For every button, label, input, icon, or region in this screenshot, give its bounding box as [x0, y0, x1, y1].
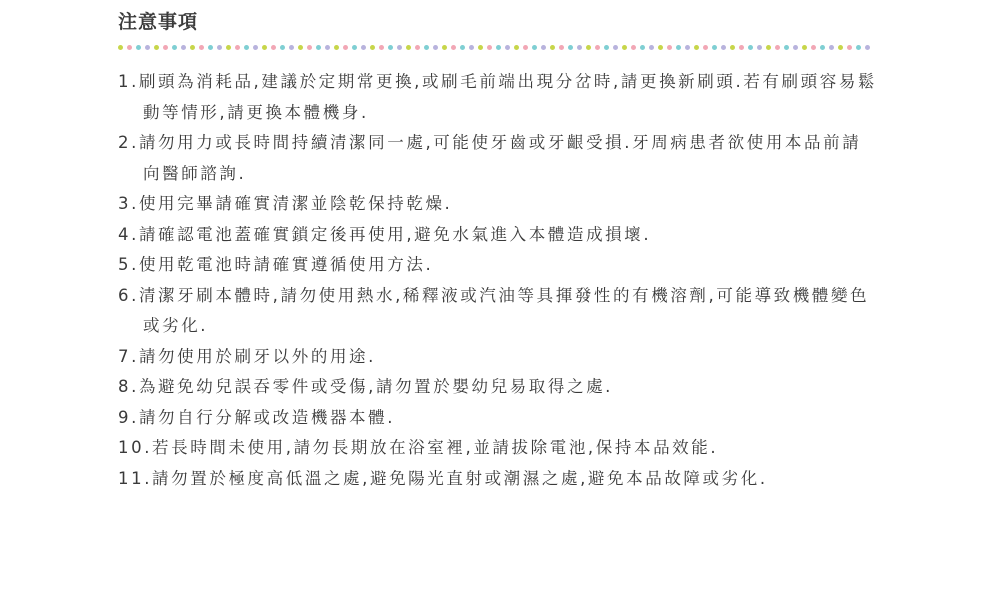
- divider-dot: [541, 45, 546, 50]
- divider-dot: [595, 45, 600, 50]
- divider-dot: [757, 45, 762, 50]
- divider-dot: [208, 45, 213, 50]
- divider-dot: [181, 45, 186, 50]
- divider-dot: [676, 45, 681, 50]
- divider-dot: [640, 45, 645, 50]
- divider-dot: [784, 45, 789, 50]
- divider-dot: [433, 45, 438, 50]
- divider-dot: [424, 45, 429, 50]
- divider-dot: [343, 45, 348, 50]
- divider-dot: [379, 45, 384, 50]
- divider-dot: [586, 45, 591, 50]
- divider-dot: [622, 45, 627, 50]
- divider-dot: [505, 45, 510, 50]
- divider-dot: [235, 45, 240, 50]
- divider-dot: [577, 45, 582, 50]
- dotted-divider: [118, 45, 874, 53]
- divider-dot: [388, 45, 393, 50]
- divider-dot: [298, 45, 303, 50]
- divider-dot: [685, 45, 690, 50]
- divider-dot: [748, 45, 753, 50]
- divider-dot: [172, 45, 177, 50]
- divider-dot: [568, 45, 573, 50]
- divider-dot: [514, 45, 519, 50]
- divider-dot: [253, 45, 258, 50]
- divider-dot: [802, 45, 807, 50]
- divider-dot: [820, 45, 825, 50]
- divider-dot: [649, 45, 654, 50]
- divider-dot: [532, 45, 537, 50]
- divider-dot: [325, 45, 330, 50]
- divider-dot: [451, 45, 456, 50]
- divider-dot: [604, 45, 609, 50]
- divider-dot: [631, 45, 636, 50]
- notice-list: [118, 67, 878, 494]
- divider-dot: [829, 45, 834, 50]
- divider-dot: [118, 45, 123, 50]
- divider-dot: [307, 45, 312, 50]
- divider-dot: [487, 45, 492, 50]
- divider-dot: [775, 45, 780, 50]
- divider-dot: [730, 45, 735, 50]
- divider-dot: [865, 45, 870, 50]
- notice-item-2: 2.請勿用力或長時間持續清潔同一處,可能使牙齒或牙齦受損.牙周病患者欲使用本品前請向醫師諮詢.: [118, 133, 862, 183]
- divider-dot: [847, 45, 852, 50]
- divider-dot: [694, 45, 699, 50]
- divider-dot: [334, 45, 339, 50]
- divider-dot: [370, 45, 375, 50]
- divider-dot: [793, 45, 798, 50]
- divider-dot: [280, 45, 285, 50]
- notice-item-10: 10.若長時間未使用,請勿長期放在浴室裡,並請拔除電池,保持本品效能.: [118, 438, 719, 457]
- divider-dot: [460, 45, 465, 50]
- divider-dot: [136, 45, 141, 50]
- divider-dot: [316, 45, 321, 50]
- divider-dot: [712, 45, 717, 50]
- divider-dot: [190, 45, 195, 50]
- notice-item-3: 3.使用完畢請確實清潔並陰乾保持乾燥.: [118, 194, 453, 213]
- divider-dot: [217, 45, 222, 50]
- divider-dot: [271, 45, 276, 50]
- divider-dot: [667, 45, 672, 50]
- divider-dot: [127, 45, 132, 50]
- notice-item-7: 7.請勿使用於刷牙以外的用途.: [118, 346, 376, 366]
- divider-dot: [154, 45, 159, 50]
- notice-item-9: 9.請勿自行分解或改造機器本體.: [118, 407, 396, 427]
- divider-dot: [415, 45, 420, 50]
- divider-dot: [199, 45, 204, 50]
- divider-dot: [361, 45, 366, 50]
- divider-dot: [838, 45, 843, 50]
- divider-dot: [811, 45, 816, 50]
- divider-dot: [658, 45, 663, 50]
- divider-dot: [739, 45, 744, 50]
- divider-dot: [289, 45, 294, 50]
- divider-dot: [352, 45, 357, 50]
- section-title: 注意事項: [118, 11, 199, 33]
- notice-item-11: 11.請勿置於極度高低溫之處,避免陽光直射或潮濕之處,避免本品故障或劣化.: [118, 468, 768, 488]
- divider-dot: [766, 45, 771, 50]
- divider-dot: [550, 45, 555, 50]
- notice-item-8: 8.為避免幼兒誤吞零件或受傷,請勿置於嬰幼兒易取得之處.: [118, 377, 614, 396]
- divider-dot: [406, 45, 411, 50]
- notice-item-4: 4.請確認電池蓋確實鎖定後再使用,避免水氣進入本體造成損壞.: [118, 224, 652, 244]
- divider-dot: [496, 45, 501, 50]
- divider-dot: [226, 45, 231, 50]
- divider-dot: [478, 45, 483, 50]
- divider-dot: [262, 45, 267, 50]
- divider-dot: [559, 45, 564, 50]
- divider-dot: [244, 45, 249, 50]
- notice-item-5: 5.使用乾電池時請確實遵循使用方法.: [118, 255, 434, 274]
- divider-dot: [397, 45, 402, 50]
- divider-dot: [856, 45, 861, 50]
- notice-item-6: 6.清潔牙刷本體時,請勿使用熱水,稀釋液或汽油等具揮發性的有機溶劑,可能導致機體變色或劣化.: [118, 285, 870, 335]
- divider-dot: [523, 45, 528, 50]
- divider-dot: [613, 45, 618, 50]
- notice-section: [118, 0, 878, 488]
- divider-dot: [145, 45, 150, 50]
- divider-dot: [703, 45, 708, 50]
- notice-item-1: 1.刷頭為消耗品,建議於定期常更換,或刷毛前端出現分岔時,請更換新刷頭.若有刷頭容易鬆動等情形,請更換本體機身.: [118, 72, 878, 122]
- divider-dot: [721, 45, 726, 50]
- divider-dot: [469, 45, 474, 50]
- divider-dot: [442, 45, 447, 50]
- divider-dot: [163, 45, 168, 50]
